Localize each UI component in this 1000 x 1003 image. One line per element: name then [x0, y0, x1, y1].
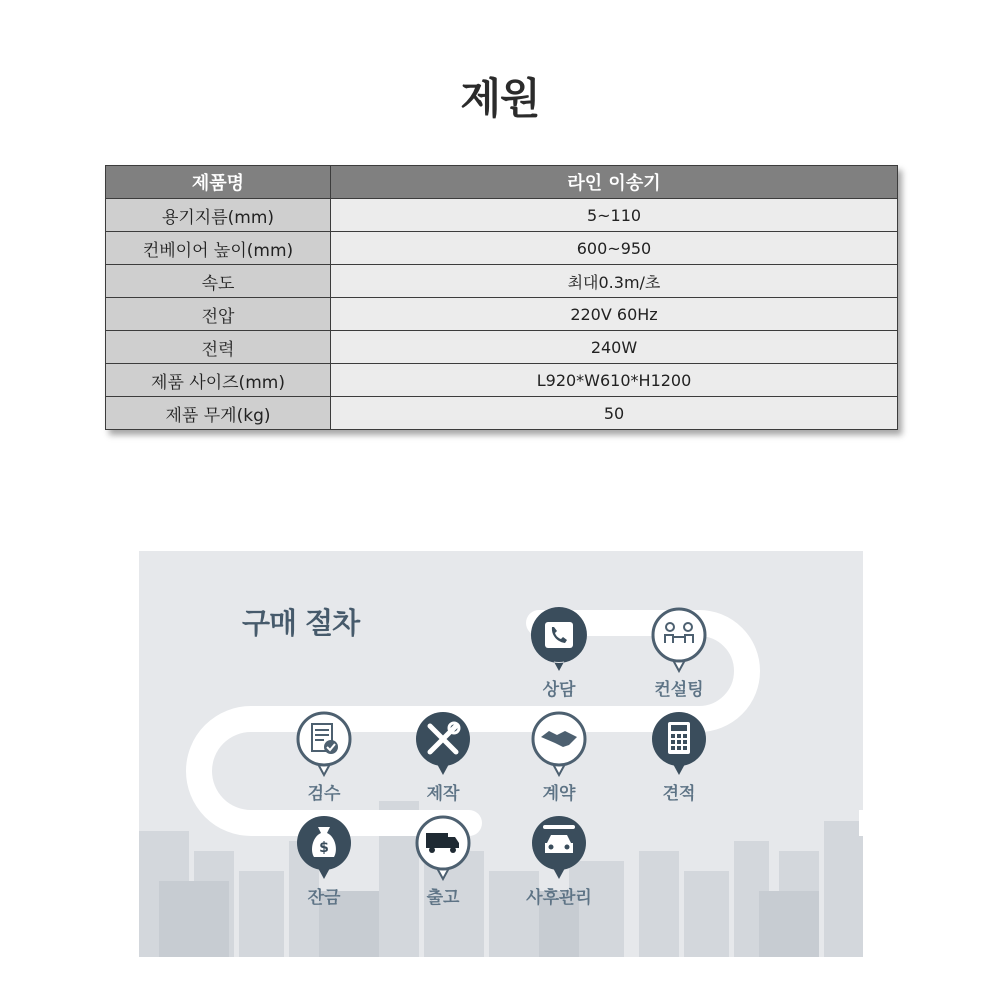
car-service-icon — [529, 813, 589, 881]
step-label: 컨설팅 — [654, 680, 704, 700]
spec-value: 50 — [331, 397, 898, 430]
step-label: 제작 — [426, 784, 460, 804]
phone-icon — [529, 605, 589, 673]
spec-row — [106, 199, 898, 232]
calculator-icon — [649, 709, 709, 777]
spec-value: L920*W610*H1200 — [331, 364, 898, 397]
step-label: 견적 — [662, 784, 696, 804]
process-step-estimate — [619, 709, 739, 804]
truck-icon — [413, 813, 473, 881]
spec-value: 5~110 — [331, 199, 898, 232]
spec-key: 전력 — [106, 331, 331, 364]
page-title: 제원 — [460, 74, 540, 123]
meeting-icon — [649, 605, 709, 673]
handshake-icon — [529, 709, 589, 777]
spec-row — [106, 364, 898, 397]
spec-table — [105, 165, 898, 430]
process-step-production — [383, 709, 503, 804]
tools-icon — [413, 709, 473, 777]
svg-text:$: $ — [319, 840, 329, 856]
process-step-contract — [499, 709, 619, 804]
spec-row — [106, 265, 898, 298]
spec-row — [106, 397, 898, 430]
spec-key: 제품 무게(kg) — [106, 397, 331, 430]
spec-header-row — [106, 166, 898, 199]
step-label: 계약 — [542, 784, 576, 804]
checklist-icon — [294, 709, 354, 777]
spec-header-key: 제품명 — [106, 166, 331, 199]
spec-value: 600~950 — [331, 232, 898, 265]
purchase-process-banner — [139, 551, 863, 957]
spec-row — [106, 331, 898, 364]
process-step-after-service — [499, 813, 619, 908]
process-step-consult — [499, 605, 619, 700]
spec-value: 최대0.3m/초 — [331, 265, 898, 298]
process-step-inspection — [264, 709, 384, 804]
process-step-shipping — [383, 813, 503, 908]
step-label: 사후관리 — [526, 888, 592, 908]
spec-key: 용기지름(mm) — [106, 199, 331, 232]
spec-value: 240W — [331, 331, 898, 364]
spec-key: 전압 — [106, 298, 331, 331]
step-label: 검수 — [307, 784, 341, 804]
spec-value: 220V 60Hz — [331, 298, 898, 331]
step-label: 상담 — [542, 680, 576, 700]
spec-key: 제품 사이즈(mm) — [106, 364, 331, 397]
process-step-balance-payment — [264, 813, 384, 908]
step-label: 잔금 — [307, 888, 341, 908]
spec-row — [106, 298, 898, 331]
spec-key: 속도 — [106, 265, 331, 298]
money-bag-icon — [294, 813, 354, 881]
step-label: 출고 — [426, 888, 460, 908]
process-title: 구매 절차 — [242, 606, 360, 640]
spec-key: 컨베이어 높이(mm) — [106, 232, 331, 265]
process-step-consulting — [619, 605, 739, 700]
spec-row — [106, 232, 898, 265]
spec-header-value: 라인 이송기 — [331, 166, 898, 199]
